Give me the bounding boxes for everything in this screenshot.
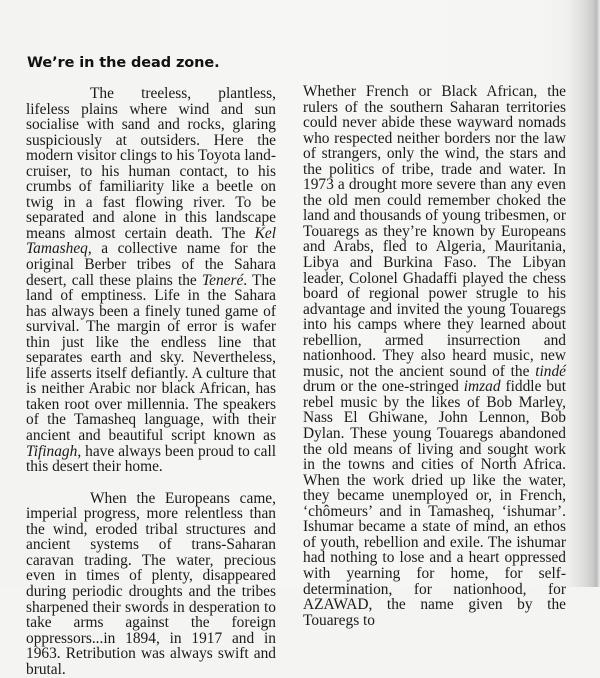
italic-term: imzad <box>463 378 501 396</box>
left-column <box>26 86 276 677</box>
italic-term: Teneré <box>201 271 244 289</box>
italic-term: tindé <box>535 362 566 380</box>
right-paragraph-1: Whether French or Black African, the rulers of the southern Saharan territories could never abide these wayward nomads who respected neither borders nor the law of strangers, only the wind, the stars and the politics of tribe, trade and water. In 1973 a drought more severe than any even the old men could remember choked the land and thousands of young tribesmen, or Touaregs as they’re known by Europeans and Arabs, fled to Algeria, Mauritania, Libya and Burkina Faso. The Libyan leader, Colonel Ghadaffi played the chess board of regional power strugle to his advantage and invited the young Touaregs into his camps where they learned about rebellion, armed insurrection and nationhood. They also heard music, new music, not the ancient sound of the tindé drum or the one-stringed imzad fiddle but rebel music by the likes of Bob Marley, Nass El Ghiwane, John Lennon, Bob Dylan. These young Touaregs abandoned the old means of living and sought work in the towns and cities of North Africa. When the work dried up like the water, they became unemployed or, in French, ‘chômeurs’ and in Tamasheq, ‘ishumar’. Ishumar became a state of mind, an ethos of youth, rebellion and exile. The ishumar had nothing to lose and a heart oppressed with yearning for home, for self-determination, for nationhood, for AZAWAD, the name given by the Touaregs to <box>303 83 566 629</box>
right-column <box>303 84 566 628</box>
page-heading: We’re in the dead zone. <box>27 55 220 71</box>
left-paragraph-2: When the Europeans came, imperial progress, more relentless than the wind, eroded tribal structures and ancient systems of trans-Saharan caravan trading. The water, precious even in times of plenty, disappeared during periodic droughts and the tribes sharpened their swords in desperation to take arms against the foreign oppressors...in 1894, in 1917 and in 1963. Retribution was always swift and brutal. <box>26 489 276 678</box>
italic-term: Kel Tamasheq <box>26 224 276 258</box>
page-fold-shadow <box>596 0 600 587</box>
italic-term: Tifinagh <box>26 442 78 460</box>
left-paragraph-1: The treeless, plantless, lifeless plains where wind and sun socialise with sand and rocks, glaring suspiciously at outsiders. Here the modern visitor clings to his Toyota land-cruiser, to his human contact, to his crumbs of familiarity like a beetle on twig in a fast flowing river. To be separated and alone in this landscape means almost certain death. The Kel Tamasheq, a collective name for the original Berber tribes of the Sahara desert, call these plains the Teneré. The land of emptiness. Life in the Sahara has always been a finely tuned game of survival. The margin of error is wafer thin just like the endless line that separates earth and sky. Nevertheless, life asserts itself defiantly. A culture that is neither Arabic nor black African, has taken root over millennia. The speakers of the Tamasheq language, with their ancient and beautiful script known as Tifinagh, have always been proud to call this desert their home. <box>26 85 276 476</box>
